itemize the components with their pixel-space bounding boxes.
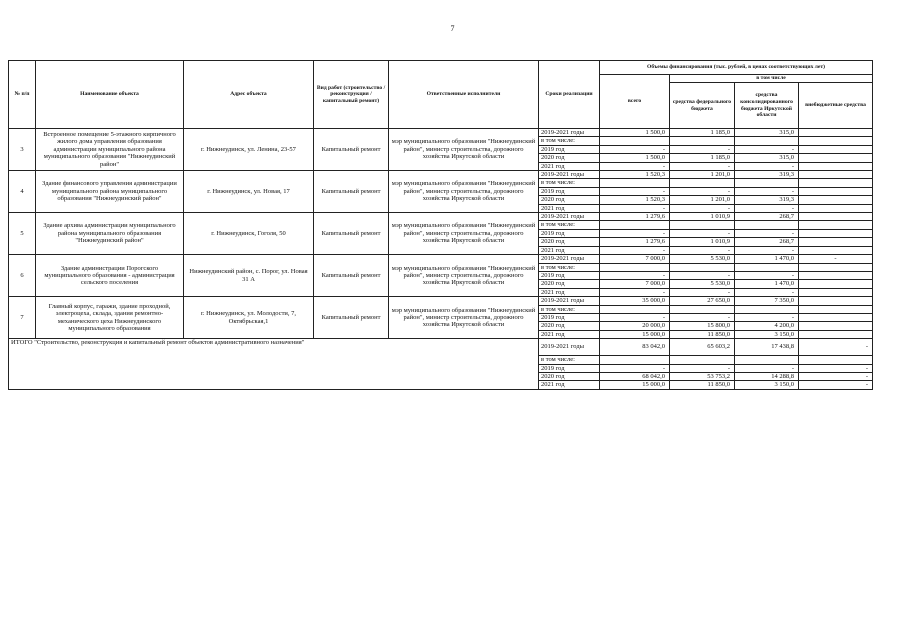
row-federal: 1 010,9 <box>670 213 735 221</box>
row-federal: 1 201,0 <box>670 171 735 179</box>
row-federal: - <box>670 246 735 254</box>
header-name: Наименование объекта <box>36 61 184 129</box>
row-federal: 27 650,0 <box>670 297 735 305</box>
row-period: 2020 год <box>539 196 600 204</box>
total-label: ИТОГО "Строительство, реконструкция и капитальный ремонт объектов административного назначения" <box>9 339 539 390</box>
row-period: 2019 год <box>539 313 600 321</box>
row-extrabudget <box>799 154 873 162</box>
total-extrabudget: - <box>799 372 873 380</box>
row-total <box>600 179 670 187</box>
row-total <box>600 221 670 229</box>
row-period: в том числе: <box>539 263 600 271</box>
row-regional: - <box>735 162 799 170</box>
row-federal: 1 201,0 <box>670 196 735 204</box>
row-total: - <box>600 288 670 296</box>
object-num: 3 <box>9 129 36 171</box>
row-extrabudget <box>799 145 873 153</box>
row-period: 2021 год <box>539 246 600 254</box>
header-num: № п/п <box>9 61 36 129</box>
page-number: 7 <box>450 24 455 33</box>
row-regional: 315,0 <box>735 154 799 162</box>
row-period: 2021 год <box>539 204 600 212</box>
row-total: - <box>600 271 670 279</box>
row-federal: - <box>670 313 735 321</box>
total-extrabudget: - <box>799 364 873 372</box>
total-sum: 68 042,0 <box>600 372 670 380</box>
header-funding: Объемы финансирования (тыс. рублей, в ценах соответствующих лет) <box>600 61 873 75</box>
row-regional: 319,3 <box>735 196 799 204</box>
row-total: - <box>600 229 670 237</box>
row-extrabudget <box>799 313 873 321</box>
header-including: в том числе <box>670 75 873 83</box>
table-row <box>9 255 873 263</box>
row-federal: - <box>670 187 735 195</box>
row-regional: - <box>735 229 799 237</box>
row-total: 1 520,3 <box>600 196 670 204</box>
total-sum: 83 042,0 <box>600 339 670 356</box>
row-extrabudget <box>799 162 873 170</box>
row-extrabudget <box>799 271 873 279</box>
row-extrabudget <box>799 171 873 179</box>
row-extrabudget <box>799 288 873 296</box>
row-period: 2020 год <box>539 322 600 330</box>
row-period: 2019 год <box>539 145 600 153</box>
total-federal: 65 603,2 <box>670 339 735 356</box>
row-extrabudget <box>799 297 873 305</box>
object-responsible: мэр муниципального образования "Нижнеудинский район", министр строительства, дорожного хозяйства Иркутской области <box>389 129 539 171</box>
row-federal: - <box>670 271 735 279</box>
object-address: г. Нижнеудинск, Гоголя, 50 <box>184 213 314 255</box>
table-row <box>9 213 873 221</box>
row-federal: 5 530,0 <box>670 280 735 288</box>
object-work-type: Капитальный ремонт <box>314 297 389 339</box>
header-regional: средства консолидированного бюджета Иркутской области <box>735 83 799 129</box>
total-federal <box>670 356 735 364</box>
total-federal: 53 753,2 <box>670 372 735 380</box>
row-regional: - <box>735 145 799 153</box>
object-name: Здание администрации Порогского муниципального образования - администрация сельского поселения <box>36 255 184 297</box>
row-regional: - <box>735 204 799 212</box>
row-regional: 7 350,0 <box>735 297 799 305</box>
object-responsible: мэр муниципального образования "Нижнеудинский район", министр строительства, дорожного хозяйства Иркутской области <box>389 171 539 213</box>
row-total: - <box>600 204 670 212</box>
row-extrabudget <box>799 187 873 195</box>
row-period: 2019-2021 годы <box>539 129 600 137</box>
object-num: 6 <box>9 255 36 297</box>
row-regional: 4 200,0 <box>735 322 799 330</box>
row-period: в том числе: <box>539 305 600 313</box>
row-extrabudget <box>799 129 873 137</box>
row-period: в том числе: <box>539 221 600 229</box>
table-row <box>9 297 873 305</box>
row-federal <box>670 305 735 313</box>
row-extrabudget <box>799 221 873 229</box>
row-total: - <box>600 162 670 170</box>
total-sum <box>600 356 670 364</box>
object-num: 7 <box>9 297 36 339</box>
row-extrabudget <box>799 280 873 288</box>
object-responsible: мэр муниципального образования "Нижнеудинский район", министр строительства, дорожного хозяйства Иркутской области <box>389 255 539 297</box>
row-period: 2019-2021 годы <box>539 255 600 263</box>
row-extrabudget <box>799 263 873 271</box>
total-extrabudget <box>799 356 873 364</box>
row-regional: 268,7 <box>735 238 799 246</box>
object-address: г. Нижнеудинск, ул. Новая, 17 <box>184 171 314 213</box>
row-federal: - <box>670 288 735 296</box>
total-period: 2019-2021 годы <box>539 339 600 356</box>
row-extrabudget <box>799 204 873 212</box>
object-name: Здание финансового управления администрации муниципального района муниципального образования "Нижнеудинский район" <box>36 171 184 213</box>
row-total: 1 279,6 <box>600 213 670 221</box>
total-period: в том числе: <box>539 356 600 364</box>
row-extrabudget <box>799 322 873 330</box>
row-regional <box>735 263 799 271</box>
row-period: 2019-2021 годы <box>539 213 600 221</box>
row-period: 2019 год <box>539 229 600 237</box>
table-row <box>9 129 873 137</box>
row-period: 2019 год <box>539 187 600 195</box>
total-extrabudget: - <box>799 381 873 389</box>
row-period: 2020 год <box>539 238 600 246</box>
row-total: 7 000,0 <box>600 255 670 263</box>
object-work-type: Капитальный ремонт <box>314 129 389 171</box>
row-federal <box>670 263 735 271</box>
row-extrabudget <box>799 246 873 254</box>
row-extrabudget <box>799 213 873 221</box>
row-regional: 3 150,0 <box>735 330 799 338</box>
object-name: Встроенное помещение 5-этажного кирпичного жилого дома управления образования администрации муниципального района муниципального образования "Нижнеудинский район" <box>36 129 184 171</box>
row-federal: 1 185,0 <box>670 154 735 162</box>
row-extrabudget <box>799 229 873 237</box>
total-extrabudget: - <box>799 339 873 356</box>
row-total: 35 000,0 <box>600 297 670 305</box>
funding-table <box>8 60 873 390</box>
row-total: 1 520,3 <box>600 171 670 179</box>
total-regional: 17 438,8 <box>735 339 799 356</box>
row-extrabudget <box>799 179 873 187</box>
header-federal: средства федерального бюджета <box>670 83 735 129</box>
row-total: 1 500,0 <box>600 154 670 162</box>
header-extrabudget: внебюджетные средства <box>799 83 873 129</box>
row-federal: 1 185,0 <box>670 129 735 137</box>
row-federal: 1 010,9 <box>670 238 735 246</box>
row-period: 2021 год <box>539 162 600 170</box>
row-total: 20 000,0 <box>600 322 670 330</box>
row-regional: - <box>735 246 799 254</box>
row-period: 2020 год <box>539 154 600 162</box>
header-address: Адрес объекта <box>184 61 314 129</box>
row-period: в том числе: <box>539 179 600 187</box>
row-federal <box>670 137 735 145</box>
row-federal: - <box>670 162 735 170</box>
row-period: 2019-2021 годы <box>539 297 600 305</box>
row-regional: 319,3 <box>735 171 799 179</box>
row-federal: 15 800,0 <box>670 322 735 330</box>
total-regional: 14 288,8 <box>735 372 799 380</box>
object-num: 4 <box>9 171 36 213</box>
object-address: Нижнеудинский район, с. Порог, ул. Новая 31 А <box>184 255 314 297</box>
row-federal <box>670 221 735 229</box>
total-regional: 3 150,0 <box>735 381 799 389</box>
row-period: 2021 год <box>539 330 600 338</box>
total-regional: - <box>735 364 799 372</box>
row-total: 15 000,0 <box>600 330 670 338</box>
header-total: всего <box>600 75 670 129</box>
row-total: 1 279,6 <box>600 238 670 246</box>
row-extrabudget: - <box>799 255 873 263</box>
row-total <box>600 305 670 313</box>
total-sum: - <box>600 364 670 372</box>
row-federal: - <box>670 145 735 153</box>
header-work-type: Вид работ (строительство /реконструкция /капитальный ремонт) <box>314 61 389 129</box>
total-federal: 11 850,0 <box>670 381 735 389</box>
row-period: 2020 год <box>539 280 600 288</box>
object-work-type: Капитальный ремонт <box>314 213 389 255</box>
row-regional: - <box>735 288 799 296</box>
row-federal: - <box>670 204 735 212</box>
row-regional: - <box>735 313 799 321</box>
row-total <box>600 263 670 271</box>
row-federal <box>670 179 735 187</box>
object-work-type: Капитальный ремонт <box>314 171 389 213</box>
row-extrabudget <box>799 305 873 313</box>
object-address: г. Нижнеудинск, ул. Ленина, 23-57 <box>184 129 314 171</box>
row-extrabudget <box>799 137 873 145</box>
object-num: 5 <box>9 213 36 255</box>
row-total: - <box>600 187 670 195</box>
total-row <box>9 339 873 356</box>
row-extrabudget <box>799 330 873 338</box>
total-period: 2020 год <box>539 372 600 380</box>
row-total: 7 000,0 <box>600 280 670 288</box>
object-name: Главный корпус, гаражи, здание проходной, электроцеха, склада, здания ремонтно-механического цеха Нижнеудинского муниципального образования <box>36 297 184 339</box>
row-regional <box>735 221 799 229</box>
header-period: Сроки реализации <box>539 61 600 129</box>
row-regional: 315,0 <box>735 129 799 137</box>
header-responsible: Ответственные исполнители <box>389 61 539 129</box>
row-regional <box>735 137 799 145</box>
row-extrabudget <box>799 238 873 246</box>
row-total: - <box>600 246 670 254</box>
row-period: 2019-2021 годы <box>539 171 600 179</box>
row-federal: 5 530,0 <box>670 255 735 263</box>
row-regional: - <box>735 271 799 279</box>
row-total: 1 500,0 <box>600 129 670 137</box>
row-federal: 11 850,0 <box>670 330 735 338</box>
row-extrabudget <box>799 196 873 204</box>
row-regional: 268,7 <box>735 213 799 221</box>
table-row <box>9 171 873 179</box>
row-federal: - <box>670 229 735 237</box>
table-body <box>9 129 873 390</box>
total-federal: - <box>670 364 735 372</box>
object-responsible: мэр муниципального образования "Нижнеудинский район", министр строительства, дорожного хозяйства Иркутской области <box>389 213 539 255</box>
row-regional <box>735 179 799 187</box>
row-regional: 1 470,0 <box>735 280 799 288</box>
row-total: - <box>600 313 670 321</box>
row-total: - <box>600 145 670 153</box>
object-name: Здание архива администрации муниципального района муниципального образования "Нижнеудинский район" <box>36 213 184 255</box>
row-period: 2019 год <box>539 271 600 279</box>
row-regional: 1 470,0 <box>735 255 799 263</box>
object-work-type: Капитальный ремонт <box>314 255 389 297</box>
object-responsible: мэр муниципального образования "Нижнеудинский район", министр строительства, дорожного хозяйства Иркутской области <box>389 297 539 339</box>
total-period: 2021 год <box>539 381 600 389</box>
row-period: 2021 год <box>539 288 600 296</box>
row-total <box>600 137 670 145</box>
row-regional <box>735 305 799 313</box>
total-regional <box>735 356 799 364</box>
row-period: в том числе: <box>539 137 600 145</box>
row-regional: - <box>735 187 799 195</box>
total-sum: 15 000,0 <box>600 381 670 389</box>
object-address: г. Нижнеудинск, ул. Молодости, 7, Октябрьская,1 <box>184 297 314 339</box>
total-period: 2019 год <box>539 364 600 372</box>
